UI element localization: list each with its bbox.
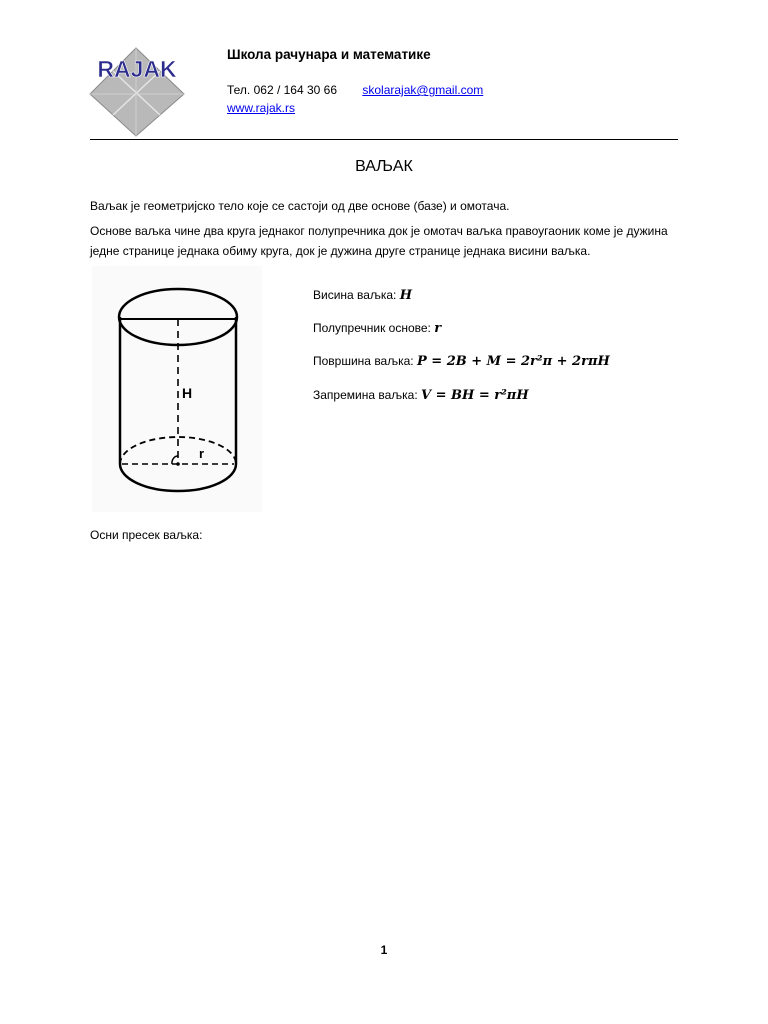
email-link[interactable]: skolarajak@gmail.com: [362, 83, 484, 97]
property-formula: r: [434, 321, 442, 336]
property-formula: V = BH = r²πH: [421, 388, 529, 403]
contact-block: [227, 81, 483, 117]
property-volume: [313, 388, 529, 403]
cylinder-figure: [92, 266, 262, 512]
paragraph-definition: Ваљак је геометријско тело које се састоји од две основе (базе) и омотача.: [90, 199, 510, 213]
rajak-logo: [88, 42, 188, 138]
property-label: Полупречник основе:: [313, 321, 431, 335]
section-title: Осни пресек ваљка:: [90, 528, 203, 542]
logo-text: RAJAK: [97, 56, 177, 82]
property-formula: H: [399, 288, 412, 303]
property-height: [313, 288, 412, 303]
property-radius: [313, 321, 441, 336]
radius-label: r: [199, 446, 205, 461]
property-surface-area: [313, 354, 610, 369]
property-label: Висина ваљка:: [313, 288, 397, 302]
header-divider: [90, 139, 678, 140]
center-dot: [176, 462, 180, 466]
page-number: 1: [380, 943, 388, 957]
height-label: H: [182, 385, 193, 401]
property-label: Површина ваљка:: [313, 354, 414, 368]
paragraph-description: Основе ваљка чине два круга једнаког полупречника док је омотач ваљка правоугаоник коме је дужина једне странице једнака обиму круга, док је дужина друге странице једнака висини ваљка.: [90, 224, 668, 258]
website-link[interactable]: www.rajak.rs: [227, 101, 296, 115]
phone-number: Тел. 062 / 164 30 66: [227, 83, 338, 97]
page-title: ВАЉАК: [355, 158, 413, 175]
property-label: Запремина ваљка:: [313, 388, 418, 402]
property-formula: P = 2B + M = 2r²π + 2rπH: [416, 354, 610, 369]
school-name: Школа рачунара и математике: [227, 47, 431, 62]
